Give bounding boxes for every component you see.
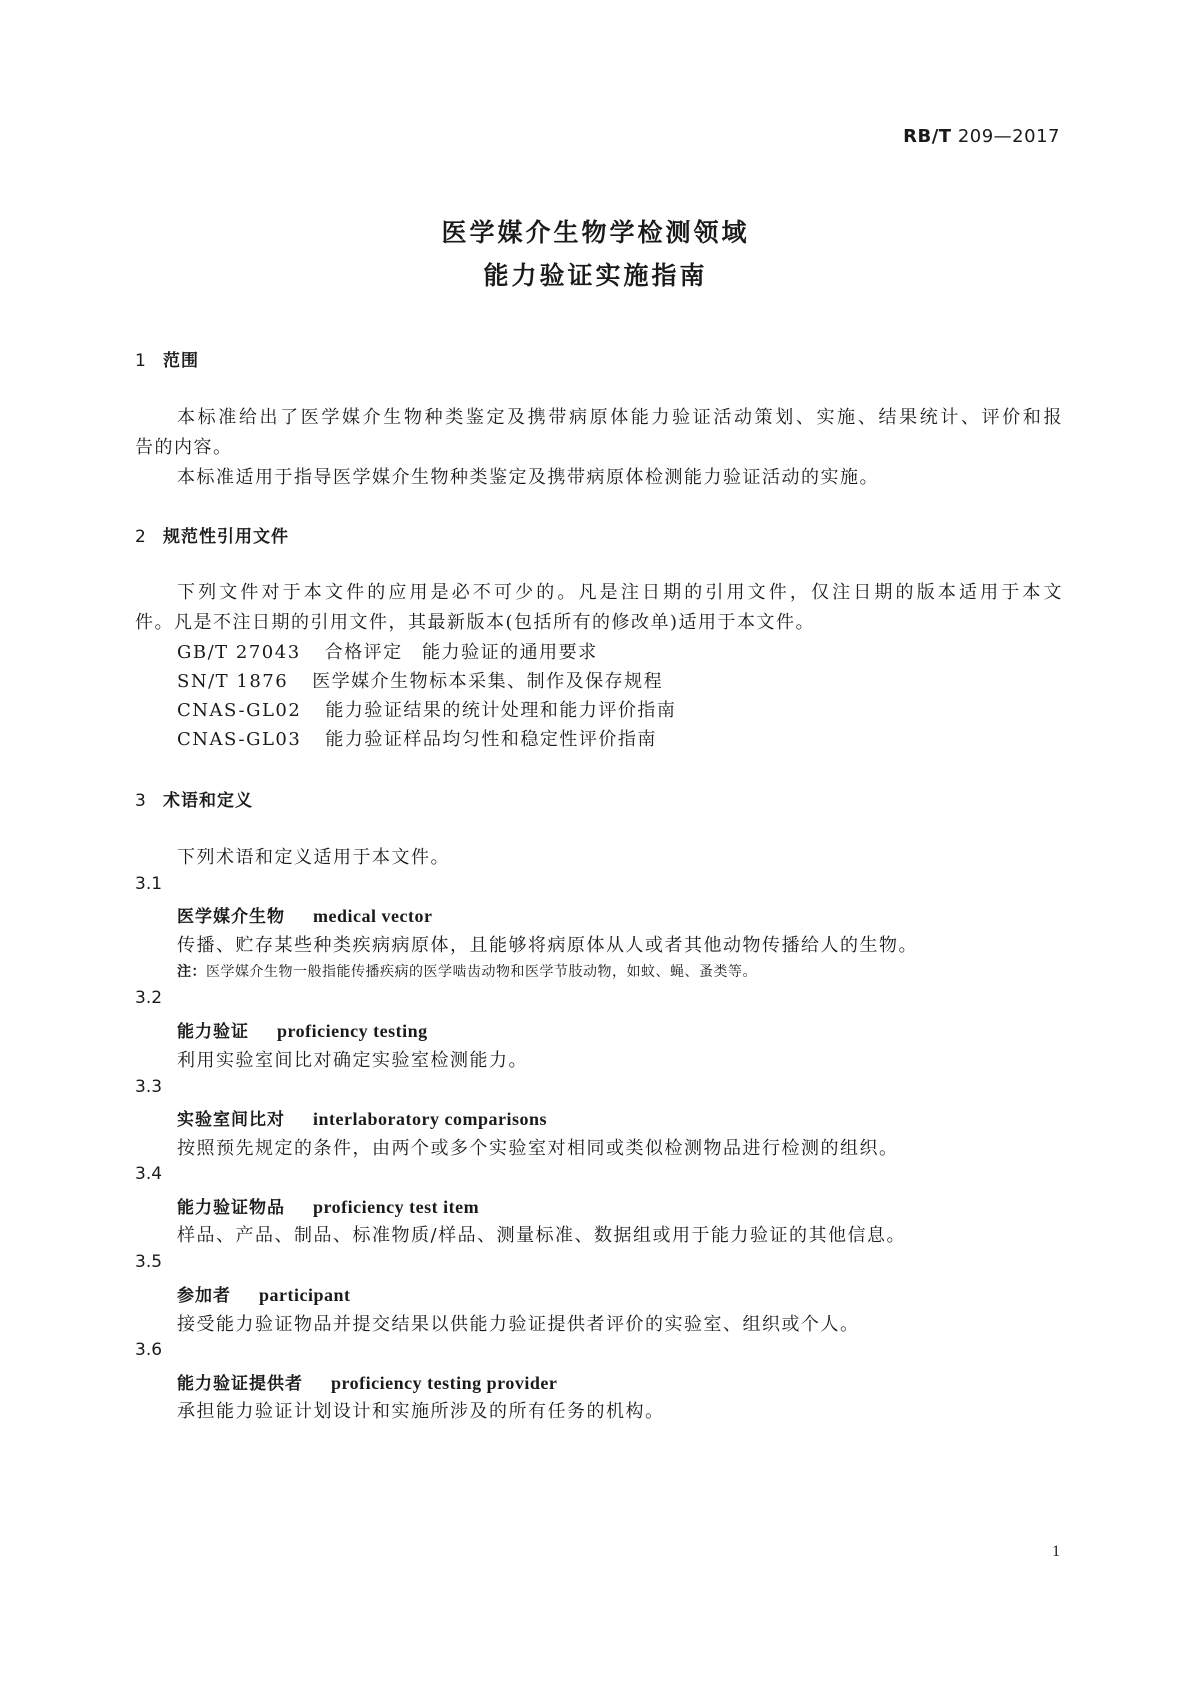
term-number: 3.3 (135, 1077, 163, 1097)
section-2-paragraph-line-2: 件。凡是不注日期的引用文件，其最新版本(包括所有的修改单)适用于本文件。 (135, 612, 816, 633)
page-number: 1 (1052, 1543, 1060, 1560)
term-definition: 样品、产品、制品、标准物质/样品、测量标准、数据组或用于能力验证的其他信息。 (177, 1225, 907, 1246)
section-title: 术语和定义 (163, 791, 253, 811)
reference-code: SN/T 1876 (177, 671, 289, 692)
section-1-paragraph-1-line-1: 本标准给出了医学媒介生物种类鉴定及携带病原体能力验证活动策划、实施、结果统计、评价和报 (177, 407, 1063, 428)
term-definition: 按照预先规定的条件，由两个或多个实验室对相同或类似检测物品进行检测的组织。 (177, 1138, 899, 1159)
term-english: proficiency testing (277, 1021, 428, 1041)
reference-code: CNAS-GL02 (177, 700, 302, 721)
reference-title: 能力验证样品均匀性和稳定性评价指南 (325, 729, 657, 750)
section-3-intro: 下列术语和定义适用于本文件。 (177, 847, 450, 868)
term-chinese: 参加者 (177, 1286, 231, 1306)
reference-title: 合格评定 能力验证的通用要求 (324, 642, 598, 663)
section-title: 规范性引用文件 (163, 527, 289, 547)
section-3-heading (135, 786, 253, 811)
reference-title: 医学媒介生物标本采集、制作及保存规程 (312, 671, 664, 692)
term-note (177, 961, 757, 981)
term-definition: 利用实验室间比对确定实验室检测能力。 (177, 1050, 528, 1071)
term-heading (177, 902, 432, 927)
section-number: 2 (135, 527, 147, 547)
term-chinese: 实验室间比对 (177, 1110, 285, 1130)
term-chinese: 医学媒介生物 (177, 907, 285, 927)
term-heading (177, 1281, 351, 1306)
term-chinese: 能力验证 (177, 1022, 249, 1042)
term-english: interlaboratory comparisons (313, 1109, 547, 1129)
term-heading (177, 1017, 428, 1042)
term-heading (177, 1105, 547, 1130)
term-number: 3.5 (135, 1252, 163, 1272)
term-chinese: 能力验证提供者 (177, 1374, 303, 1394)
term-number: 3.2 (135, 988, 163, 1008)
section-number: 1 (135, 351, 147, 371)
section-2-paragraph-line-1: 下列文件对于本文件的应用是必不可少的。凡是注日期的引用文件，仅注日期的版本适用于本文 (177, 582, 1063, 603)
term-number: 3.6 (135, 1340, 163, 1360)
reference-item (177, 725, 657, 751)
document-code-prefix: RB/T (903, 126, 952, 147)
term-definition: 传播、贮存某些种类疾病病原体，且能够将病原体从人或者其他动物传播给人的生物。 (177, 935, 918, 956)
reference-title: 能力验证结果的统计处理和能力评价指南 (325, 700, 677, 721)
reference-code: CNAS-GL03 (177, 729, 302, 750)
section-1-heading (135, 346, 199, 371)
term-definition: 接受能力验证物品并提交结果以供能力验证提供者评价的实验室、组织或个人。 (177, 1314, 860, 1335)
note-label: 注： (177, 964, 206, 980)
section-1-paragraph-2: 本标准适用于指导医学媒介生物种类鉴定及携带病原体检测能力验证活动的实施。 (177, 467, 879, 488)
reference-item (177, 696, 676, 722)
term-chinese: 能力验证物品 (177, 1198, 285, 1218)
document-title-line-2: 能力验证实施指南 (483, 261, 708, 290)
document-title-line-1: 医学媒介生物学检测领域 (441, 218, 750, 247)
reference-item (177, 638, 598, 664)
section-1-paragraph-1-line-2: 告的内容。 (135, 437, 233, 458)
term-heading (177, 1369, 557, 1394)
term-number: 3.1 (135, 874, 163, 894)
document-code (903, 126, 1060, 147)
reference-item (177, 667, 663, 693)
note-text: 医学媒介生物一般指能传播疾病的医学啮齿动物和医学节肢动物，如蚊、蝇、蚤类等。 (206, 964, 757, 980)
section-number: 3 (135, 791, 147, 811)
reference-code: GB/T 27043 (177, 642, 301, 663)
term-definition: 承担能力验证计划设计和实施所涉及的所有任务的机构。 (177, 1401, 665, 1422)
term-number: 3.4 (135, 1164, 163, 1184)
term-english: participant (259, 1285, 351, 1305)
term-english: proficiency test item (313, 1197, 480, 1217)
section-2-heading (135, 522, 289, 547)
term-english: proficiency testing provider (331, 1373, 558, 1393)
section-title: 范围 (163, 351, 199, 371)
document-code-number: 209—2017 (957, 126, 1060, 147)
term-english: medical vector (313, 906, 433, 926)
term-heading (177, 1193, 479, 1218)
